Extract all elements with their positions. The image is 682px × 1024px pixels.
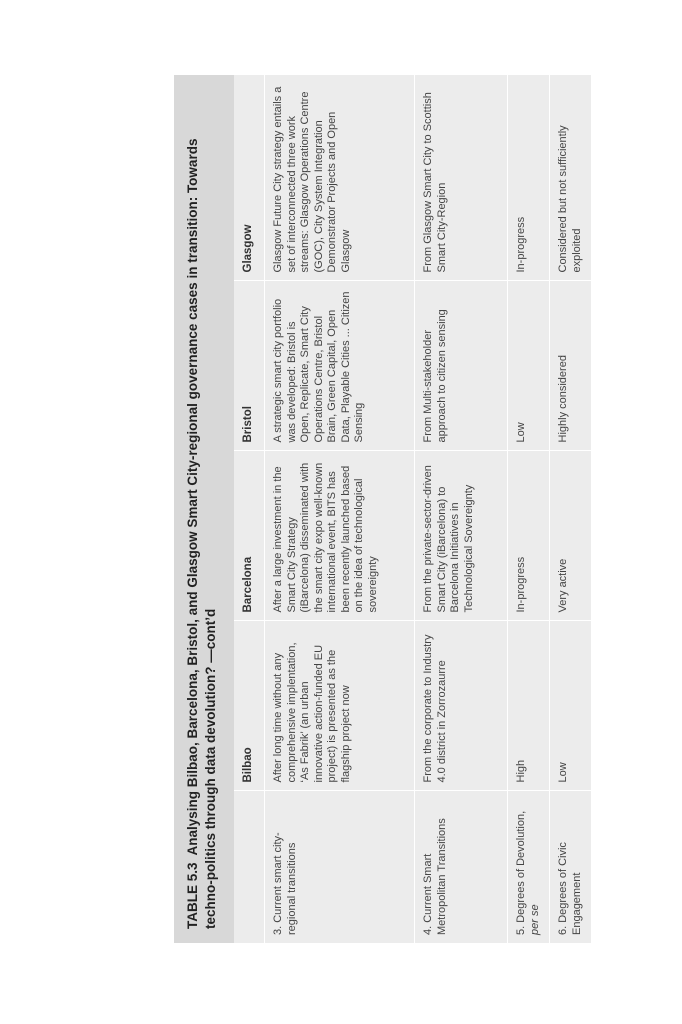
cell-glasgow: From Glasgow Smart City to Scottish Smart City-Region: [415, 75, 508, 281]
header-glasgow: Glasgow: [234, 75, 265, 281]
cell-glasgow: Considered but not sufficiently exploited: [550, 75, 592, 281]
cell-barcelona: After a large investment in the Smart City Strategy (iBarcelona) disseminated with the smart city expo well-known international event, BITS has been recently launched based on the idea of technological sovereignty: [265, 451, 415, 621]
rotated-table: [174, 75, 584, 943]
row-dimension: [508, 791, 550, 943]
header-bristol: Bristol: [234, 281, 265, 451]
table-row: [508, 75, 550, 943]
header-dimension: [234, 791, 265, 943]
header-barcelona: Barcelona: [234, 451, 265, 621]
table-row: [550, 75, 592, 943]
cell-bristol: From Multi-stakeholder approach to citizen sensing: [415, 281, 508, 451]
cell-bilbao: After long time without any comprehensive implentation, ‘As Fabrik’ (an urban innovative action-funded EU project) is presented as the flagship project now: [265, 621, 415, 791]
cell-barcelona: From the private-sector-driven Smart City (iBarcelona) to Barcelona Initiatives in Technological Sovereignty: [415, 451, 508, 621]
row-dimension: 3. Current smart city-regional transitions: [265, 791, 415, 943]
cell-glasgow: In-progress: [508, 75, 550, 281]
cell-barcelona: In-progress: [508, 451, 550, 621]
table-row: [265, 75, 415, 943]
caption-label: TABLE 5.3: [185, 862, 200, 929]
table-caption: [174, 75, 234, 943]
table-row: [415, 75, 508, 943]
cell-bristol: Highly considered: [550, 281, 592, 451]
row-dimension: 4. Current Smart Metropolitan Transitions: [415, 791, 508, 943]
dimension-text: 5. Degrees of Devolution,: [515, 810, 527, 935]
header-bilbao: Bilbao: [234, 621, 265, 791]
dimension-italic: per se: [528, 904, 541, 935]
table-header-row: [234, 75, 265, 943]
governance-table: [234, 75, 591, 943]
caption-text: Analysing Bilbao, Barcelona, Bristol, and Glasgow Smart City-regional governance cases in transition: Towards techno-politics through data devolution? —cont’d: [185, 138, 218, 929]
cell-bilbao: High: [508, 621, 550, 791]
cell-bristol: A strategic smart city portfolio was developed: Bristol is Open, Replicate, Smart City Operations Centre, Bristol Brain, Green Capital, Open Data, Playable Cities ... Citizen Sensing: [265, 281, 415, 451]
cell-bristol: Low: [508, 281, 550, 451]
cell-glasgow: Glasgow Future City strategy entails a set of interconnected three work streams: Glasgow Operations Centre (GOC), City System Integration Demonstrator Projects and Open Glasgow: [265, 75, 415, 281]
cell-bilbao: From the corporate to Industry 4.0 district in Zorrozaurre: [415, 621, 508, 791]
row-dimension: 6. Degrees of Civic Engagement: [550, 791, 592, 943]
cell-bilbao: Low: [550, 621, 592, 791]
cell-barcelona: Very active: [550, 451, 592, 621]
